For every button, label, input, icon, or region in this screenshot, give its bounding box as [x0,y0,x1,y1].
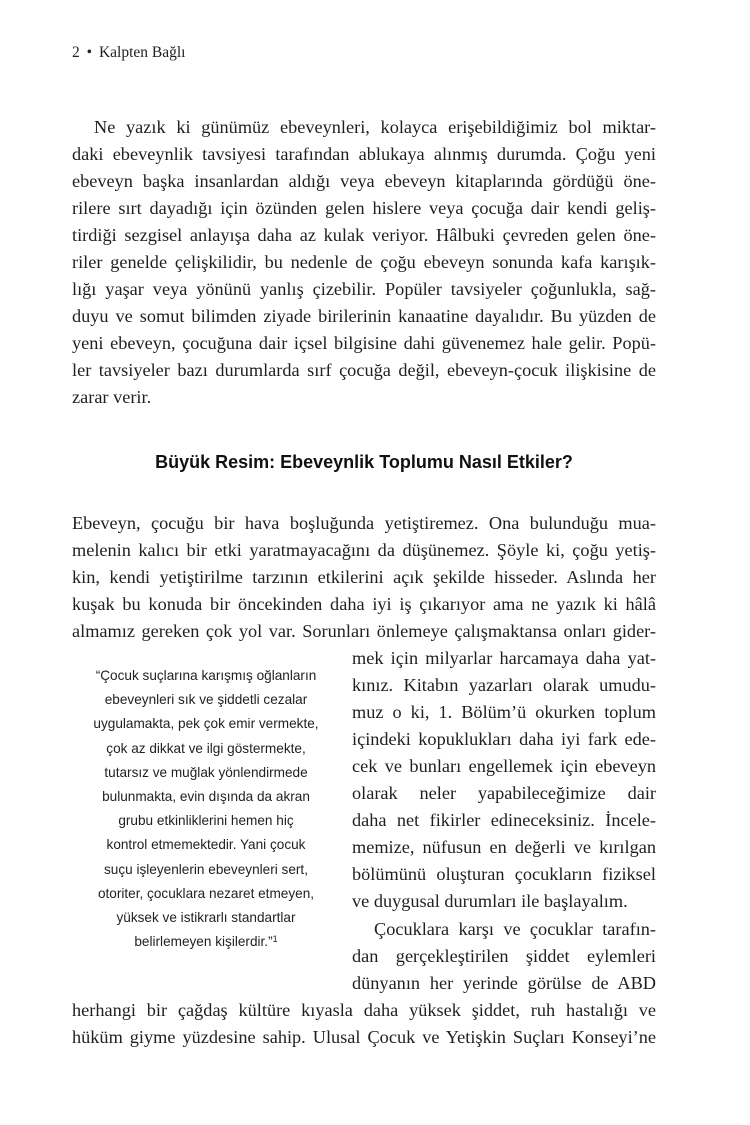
text-line: Çocuklara karşı ve çocuklar tarafın- [374,919,656,939]
text-line: tirdiği sezgisel anlayışa daha az kulak veriyor. Hâlbuki çevreden gelen öne- [72,225,656,245]
page-number: 2 [72,44,80,61]
text-line: melenin kalıcı bir etki yaratmayacağını da düşünemez. Şöyle ki, çoğu yetiş- [72,540,656,560]
quote-text: belirlemeyen kişilerdir.” [134,934,273,950]
quote-line: otoriter, çocuklara nezaret etmeyen, [97,885,315,901]
text-line: kınız. Kitabın yazarları olarak umudu- [352,675,656,695]
quote-line-last [72,930,340,954]
text-line: kuşak bu konuda bir öncekinden daha iyi iş çıkarıyor ama ne yazık ki hâlâ [72,594,656,614]
text-line: bölümünü oluşturan çocukların fiziksel [352,864,656,884]
text-line: daha net fikirler edineceksiniz. İncele- [352,810,656,830]
text-line: muz o ki, 1. Bölüm’ü okurken toplum [352,702,656,722]
quote-line: grubu etkinliklerini hemen hiç [118,813,294,829]
quote-line: yüksek ve istikrarlı standartlar [116,910,296,926]
footnote-ref[interactable]: 1 [272,934,278,945]
running-header [72,44,185,62]
quote-line: suçu işleyenlerin ebeveynleri sert, [103,861,308,877]
text-line: içindeki kopuklukları daha iyi fark ede- [352,729,656,749]
text-line: hüküm giyme yüzdesine sahip. Ulusal Çocuk ve Yetişkin Suçları Konseyi’ne [72,1027,656,1047]
text-line: cek ve bunları engellemek için ebeveyn [352,756,656,776]
text-line: ebeveyn başka insanlardan aldığı veya ebeveyn kitaplarında gördüğü öne- [72,171,656,191]
quote-line: ebeveynleri sık ve şiddetli cezalar [104,692,308,708]
quote-line: uygulamakta, pek çok emir vermekte, [93,716,319,732]
text-line: daki ebeveynlik tavsiyesi tarafından ablukaya alınmış durumda. Çoğu yeni [72,144,656,164]
text-line: riler genelde çelişkilidir, bu nedenle de çoğu ebeveyn sonunda kafa karışık- [72,252,656,272]
text-line: ve duygusal durumları ile başlayalım. [352,891,628,911]
quote-line: bulunmakta, evin dışında da akran [102,789,310,805]
text-line: dünyanın her yerinde görülse de ABD [352,973,656,993]
text-line: dan gerçekleştirilen şiddet eylemleri [352,946,656,966]
quote-line: kontrol etmemektedir. Yani çocuk [106,837,306,853]
quote-line: çok az dikkat ve ilgi göstermekte, [106,740,306,756]
text-line: kin, kendi yetiştirilme tarzının etkilerini açık şekilde hisseder. Aslında her [72,567,656,587]
header-separator: • [86,44,93,61]
text-line: olarak neler yapabileceğimize dair [352,783,656,803]
text-line: herhangi bir çağdaş kültüre kıyasla daha yüksek şiddet, ruh hastalığı ve [72,1000,656,1020]
text-line: Ne yazık ki günümüz ebeveynleri, kolayca erişebildiğimiz bol miktar- [94,117,656,137]
text-line: memize, nüfusun en değerli ve kırılgan [352,837,656,857]
pull-quote [72,664,340,954]
quote-line: “Çocuk suçlarına karışmış oğlanların [95,668,317,683]
text-line: rilere sırt dayadığı için özünden gelen hislere veya çocuğa dair kendi geliş- [72,198,656,218]
text-line: almamız gereken çok yol var. Sorunları önlemeye çalışmaktansa onları gider- [72,621,656,641]
text-line: Ebeveyn, çocuğu bir hava boşluğunda yetiştiremez. Ona bulunduğu mua- [72,513,656,533]
text-line: yeni ebeveyn, çocuğuna dair içsel bilgisine dahi güvenemez hale gelir. Popü- [72,333,656,353]
quote-line: tutarsız ve muğlak yönlendirmede [104,764,308,780]
text-line: duyu ve somut bilimden ziyade birilerinin kanaatine dayalıdır. Bu yüzden de [72,306,656,326]
text-line: ler tavsiyeler bazı durumlarda sırf çocuğa değil, ebeveyn-çocuk ilişkisine de [72,360,656,380]
text-line: zarar verir. [72,387,152,407]
book-title: Kalpten Bağlı [98,44,186,61]
section-heading: Büyük Resim: Ebeveynlik Toplumu Nasıl Etkiler? [155,452,573,472]
text-line: lığı yaşar veya yönünü yanlış çizebilir. Popüler tavsiyeler çoğunlukla, sağ- [72,279,656,299]
text-line: mek için milyarlar harcamaya daha yat- [352,648,656,668]
